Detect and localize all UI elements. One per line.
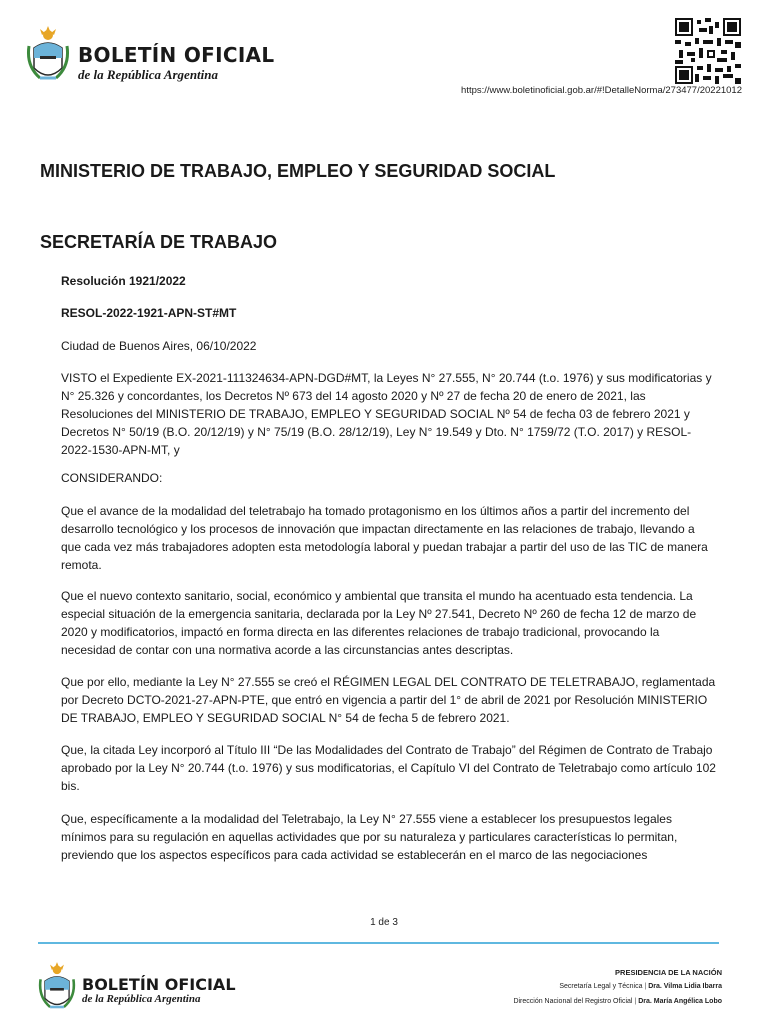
footer-title: BOLETÍN OFICIAL [82,975,236,994]
header-subtitle: de la República Argentina [78,67,218,82]
resolution-code: RESOL-2022-1921-APN-ST#MT [61,306,237,320]
footer-secretaria-label: Secretaría Legal y Técnica [559,983,643,990]
paragraph-visto: VISTO el Expediente EX-2021-111324634-APN-DGD#MT, la Leyes N° 27.555, N° 20.744 (t.o. 1976) y sus modificatorias y N° 25.326 y concordantes, los Decretos Nº 673 del 14 agosto 2020 y Nº 27 de fecha 20 de enero de 2021, las Resoluciones del MINISTERIO DE TRABAJO, EMPLEO Y SEGURIDAD SOCIAL Nº 54 de fecha 03 de febrero 2021 y Decretos N° 50/19 (B.O. 20/12/19) y N° 75/19 (B.O. 28/12/19), Ley N° 19.549 y Dto. N° 1759/72 (T.O. 2017) y RESOL-2022-1530-APN-MT, y [61,371,712,457]
page-number: 1 de 3 [370,917,398,928]
paragraph-teletrabajo: Que el avance de la modalidad del teletrabajo ha tomado protagonismo en los últimos años a partir del incremento del desarrollo tecnológico y los procesos de innovación que impactan directamente en las relaciones de trabajo, llevando a que cada vez más trabajadores adopten esta metodología laboral y puedan trabajar a partir del uso de las TIC de manera remota. [61,504,708,572]
footer-separator: | [634,998,637,1005]
secretaria-heading: SECRETARÍA DE TRABAJO [40,232,278,252]
qr-code-icon [675,18,741,84]
footer-presidencia: PRESIDENCIA DE LA NACIÓN [615,968,722,977]
paragraph-ley-27555: Que por ello, mediante la Ley N° 27.555 se creó el RÉGIMEN LEGAL DEL CONTRATO DE TELETRABAJO, reglamentada por Decreto DCTO-2021-27-APN-PTE, que entró en vigencia a partir del 1° de abril de 2021 por Resolución MINISTERIO DE TRABAJO, EMPLEO Y SEGURIDAD SOCIAL N° 54 de fecha 5 de febrero 2021. [61,675,716,725]
paragraph-titulo-iii: Que, la citada Ley incorporó al Título III “De las Modalidades del Contrato de Trabajo” del Régimen de Contrato de Trabajo aprobado por la Ley N° 20.744 (t.o. 1976) y sus modificatorias, el Capítulo VI del Contrato de Teletrabajo como artículo 102 bis. [61,743,716,793]
paragraph-considerando: CONSIDERANDO: [61,471,163,485]
footer-secretaria [559,983,722,990]
header-title: BOLETÍN OFICIAL [78,43,275,67]
footer-direccion-label: Dirección Nacional del Registro Oficial [513,998,633,1005]
resolution-number: Resolución 1921/2022 [61,274,186,288]
document-url[interactable]: https://www.boletinoficial.gob.ar/#!DetalleNorma/273477/20221012 [461,85,742,96]
coat-of-arms-icon [26,26,70,86]
footer-subtitle: de la República Argentina [82,993,201,1005]
footer-separator: | [644,983,647,990]
ministry-heading: MINISTERIO DE TRABAJO, EMPLEO Y SEGURIDAD SOCIAL [40,161,556,181]
footer-secretaria-name: Dra. Vilma Lidia Ibarra [648,983,722,990]
place-date: Ciudad de Buenos Aires, 06/10/2022 [61,339,257,353]
coat-of-arms-icon [38,962,76,1014]
paragraph-contexto: Que el nuevo contexto sanitario, social, económico y ambiental que transita el mundo ha acentuado esta tendencia. La especial situación de la emergencia sanitaria, declarada por la Ley Nº 27.541, Decreto Nº 260 de fecha 12 de marzo de 2020 y modificatorios, impactó en forma directa en las diferentes relaciones de trabajo tradicional, provocando la necesidad de contar con una normativa acorde a las circunstancias antes descriptas. [61,589,697,657]
footer-direccion [513,998,722,1005]
footer-direccion-name: Dra. María Angélica Lobo [638,998,722,1005]
paragraph-presupuestos: Que, específicamente a la modalidad del Teletrabajo, la Ley N° 27.555 viene a establecer los presupuestos legales mínimos para su regulación en aquellas actividades que por su naturaleza y particulares características lo permitan, previendo que los aspectos específicos para cada actividad se establecerán en el marco de las negociaciones [61,812,678,862]
footer-divider [38,942,719,944]
